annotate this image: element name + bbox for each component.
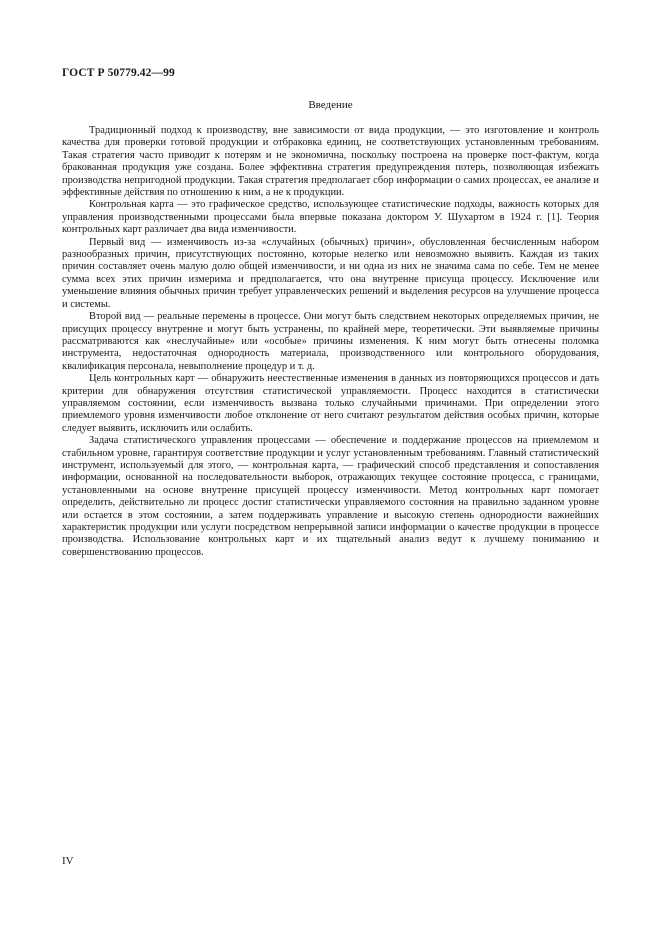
paragraph-first-variability-type: Первый вид — изменчивость из-за «случайных (обычных) причин», обусловленная бесчисленным набором разнообразных причин, присутствующих постоянно, которые нелегко или невозможно выявить. Каждая из таких причин составляет очень малую долю общей изменчивости, и ни одна из них не значима сама по себе. Тем не менее сумма всех этих причин измерима и предполагается, что она внутренне присуща процессу. Исключение или уменьшение влияния обычных причин требует управленческих решений и выделения ресурсов на улучшение процесса и системы. — [62, 236, 599, 310]
page-number: IV — [62, 855, 74, 867]
body-text — [62, 125, 599, 559]
section-title: Введение — [308, 99, 353, 111]
paragraph-second-variability-type: Второй вид — реальные перемены в процессе. Они могут быть следствием некоторых определяемых причин, не присущих процессу внутренне и могут быть устранены, по крайней мере, теоретически. Эти выявляемые причины рассматриваются как «неслучайные» или «особые» причины изменения. К ним могут быть отнесены поломка инструмента, недостаточная однородность материала, производственного или контрольного оборудования, квалификация персонала, невыполнение процедур и т. д. — [62, 311, 599, 372]
paragraph-control-chart-definition: Контрольная карта — это графическое средство, использующее статистические подходы, важность которых для управления производственными процессами была впервые показана доктором У. Шухартом в 1924 г. [1]. Теория контрольных карт различает два вида изменчивости. — [62, 199, 599, 236]
standard-code-header: ГОСТ Р 50779.42—99 — [62, 67, 175, 79]
paragraph-spc-task: Задача статистического управления процессами — обеспечение и поддержание процессов на приемлемом и стабильном уровне, гарантируя соответствие продукции и услуг установленным требованиям. Главный статистический инструмент, используемый для этого, — контрольная карта, — графический способ представления и сопоставления информации, основанной на последовательности выборок, отражающих текущее состояние процесса, с границами, установленными на основе внутренне присущей процессу изменчивости. Метод контрольных карт помогает определить, действительно ли процесс достиг статистически управляемого состояния на правильно заданном уровне или остается в этом состоянии, а затем поддерживать управление и высокую степень однородности важнейших характеристик продукции или услуги посредством непрерывной записи информации о качестве продукции в процессе производства. Использование контрольных карт и их тщательный анализ ведут к лучшему пониманию и совершенствованию процессов. — [62, 435, 599, 558]
paragraph-traditional-approach: Традиционный подход к производству, вне зависимости от вида продукции, — это изготовление и контроль качества для проверки готовой продукции и отбраковка единиц, не соответствующих установленным требованиям. Такая стратегия часто приводит к потерям и не экономична, поскольку построена на проверке пост-фактум, когда бракованная продукция уже создана. Более эффективна стратегия предупреждения потерь, позволяющая избежать производства непригодной продукции. Такая стратегия предполагает сбор информации о самих процессах, ее анализе и эффективные действия по отношению к ним, а не к продукции. — [62, 125, 599, 199]
paragraph-control-chart-purpose: Цель контрольных карт — обнаружить неестественные изменения в данных из повторяющихся процессов и дать критерии для обнаружения отсутствия статистической управляемости. Процесс находится в статистически управляемом состоянии, если изменчивость вызвана только случайными причинами. При определении этого приемлемого уровня изменчивости любое отклонение от него считают результатом действия особых причин, которые следует выявить, исключить или ослабить. — [62, 373, 599, 434]
